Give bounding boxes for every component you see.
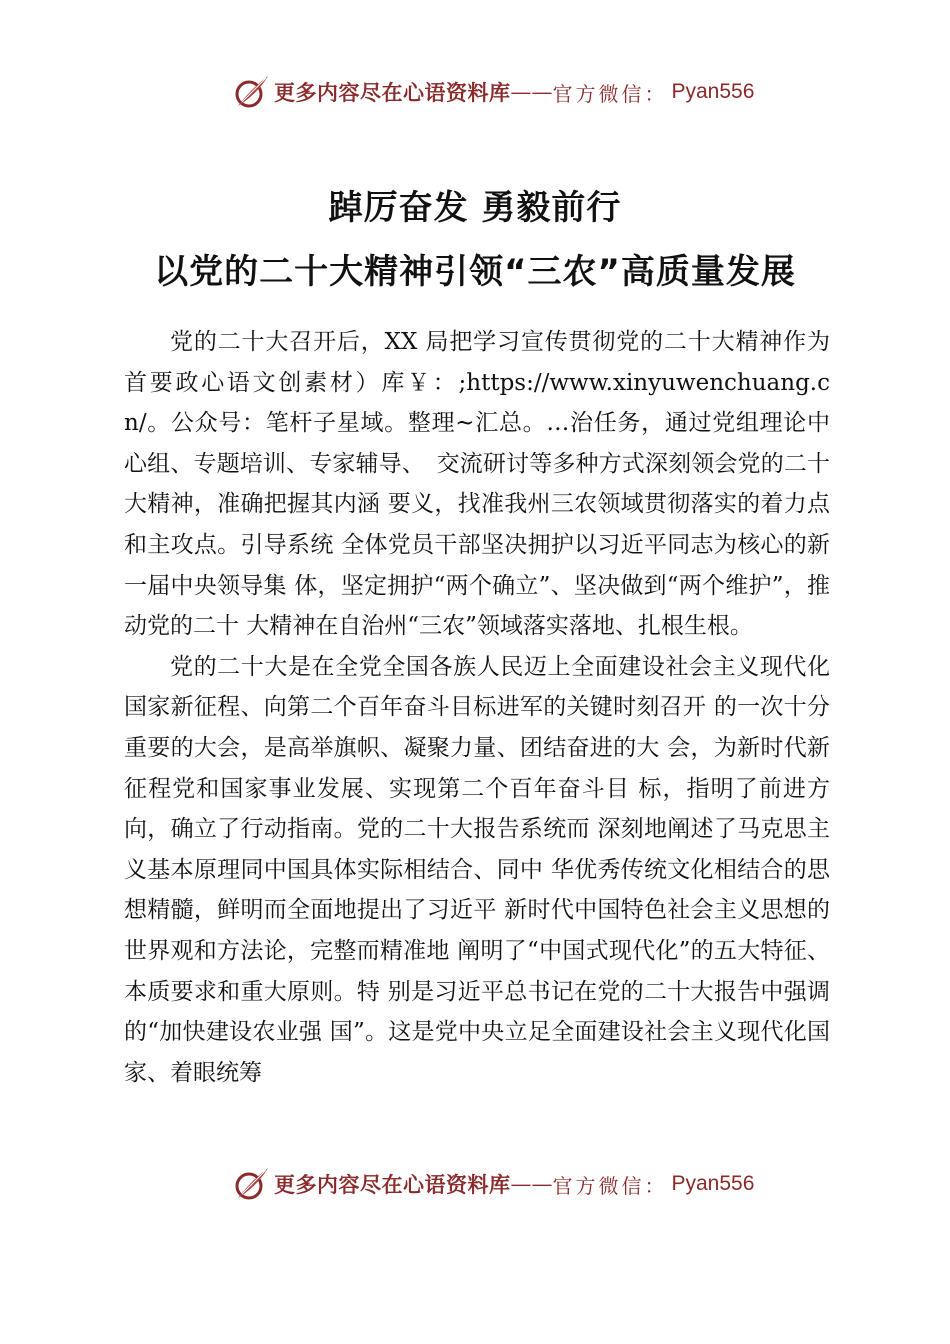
document-title-line-2: 以党的二十大精神引领“三农”高质量发展	[154, 252, 796, 292]
banner-title: 更多内容尽在心语资料库	[274, 80, 511, 105]
banner-wechat-label: 官方微信：	[552, 1173, 668, 1198]
footer-banner	[0, 1162, 950, 1206]
feather-logo-icon	[232, 72, 272, 112]
banner-wechat-id: Pyan556	[671, 80, 755, 103]
banner-title: 更多内容尽在心语资料库	[274, 1172, 511, 1197]
paragraph-2: 党的二十大是在全党全国各族人民迈上全面建设社会主义现代化国家新征程、向第二个百年奋斗目标进军的关键时刻召开 的一次十分重要的大会，是高举旗帜、凝聚力量、团结奋进的大 会，为新时代新征程党和国家事业发展、实现第二个百年奋斗目 标，指明了前进方向，确立了行动指南。党的二十大报告系统而 深刻地阐述了马克思主义基本原理同中国具体实际相结合、同中 华优秀传统文化相结合的思想精髓，鲜明而全面地提出了习近平 新时代中国特色社会主义思想的世界观和方法论，完整而精准地 阐明了“中国式现代化”的五大特征、本质要求和重大原则。特 别是习近平总书记在党的二十大报告中强调的“加快建设农业强 国”。这是党中央立足全面建设社会主义现代化国家、着眼统筹	[124, 653, 830, 1086]
header-banner	[0, 70, 950, 114]
banner-wechat-id: Pyan556	[671, 1172, 755, 1195]
document-title-line-1: 踔厉奋发 勇毅前行	[328, 188, 622, 228]
banner-separator: ——	[510, 1172, 553, 1196]
paragraph-1: 党的二十大召开后，XX 局把学习宣传贯彻党的二十大精神作为首要政心语文创素材）库￥：;https://www.xinyuwenchuang.cn/。公众号：笔杆子星域。整理~汇总。…治任务，通过党组理论中心组、专题培训、专家辅导、 交流研讨等多种方式深刻领会党的二十大精神，准确把握其内涵 要义，找准我州三农领域贯彻落实的着力点和主攻点。引导系统 全体党员干部坚决拥护以习近平同志为核心的新一届中央领导集 体，坚定拥护“两个确立”、坚决做到“两个维护”，推动党的二十 大精神在自治州“三农”领域落实落地、扎根生根。	[124, 329, 830, 640]
banner-wechat-label: 官方微信：	[552, 81, 668, 106]
banner-separator: ——	[510, 80, 553, 104]
document-body	[124, 322, 830, 1093]
feather-logo-icon	[232, 1164, 272, 1204]
